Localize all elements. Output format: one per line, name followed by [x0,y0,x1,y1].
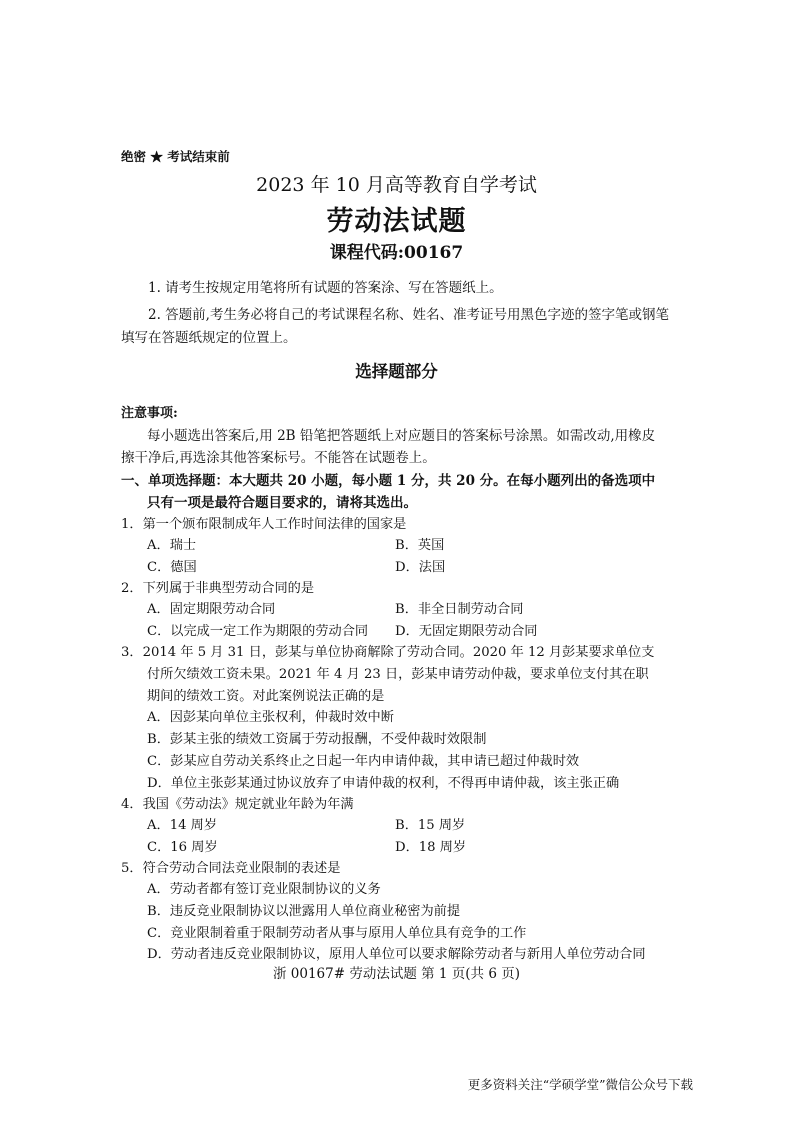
question-5-stem: 5．符合劳动合同法竞业限制的表述是 [121,861,341,876]
promo-note: 更多资料关注“学硕学堂”微信公众号下载 [467,1077,693,1092]
question-2-option-d: D．无固定期限劳动合同 [395,624,538,639]
question-3-stem: 3．2014 年 5 月 31 日，彭某与单位协商解除了劳动合同。2020 年 12 月彭某要求单位支 [121,645,655,660]
question-4-option-a: A．14 周岁 [147,818,218,833]
question-1-option-a: A．瑞士 [147,538,197,553]
subject-title: 劳动法试题 [326,206,467,237]
instruction-2-cont: 填写在答题纸规定的位置上。 [121,330,297,346]
question-3-option-c: C．彭某应自劳动关系终止之日起一年内申请仲裁，其申请已超过仲裁时效 [147,754,580,769]
question-1-option-c: C．德国 [147,560,197,575]
question-3-stem: 期间的绩效工资。对此案例说法正确的是 [147,689,385,704]
confidential-label: 绝密 ★ 考试结束前 [121,149,230,164]
section-title: 选择题部分 [355,362,438,381]
question-2-stem: 2．下列属于非典型劳动合同的是 [121,581,315,596]
question-3-option-b: B．彭某主张的绩效工资属于劳动报酬，不受仲裁时效限制 [147,732,487,747]
question-3-option-a: A．因彭某向单位主张权利，仲裁时效中断 [147,710,394,725]
notice-line: 擦干净后,再选涂其他答案标号。不能答在试题卷上。 [121,450,436,466]
part-one-heading-cont: 只有一项是最符合题目要求的，请将其选出。 [147,495,417,511]
question-1-option-b: B．英国 [395,538,445,553]
question-4-option-d: D．18 周岁 [395,840,467,855]
question-2-option-c: C．以完成一定工作为期限的劳动合同 [147,624,369,639]
question-1-option-d: D．法国 [395,560,446,575]
question-4-option-c: C．16 周岁 [147,840,218,855]
question-1-stem: 1．第一个颁布限制成年人工作时间法律的国家是 [121,517,407,532]
question-5-option-a: A．劳动者都有签订竞业限制协议的义务 [147,882,381,897]
instruction-1: 1. 请考生按规定用笔将所有试题的答案涂、写在答题纸上。 [148,280,503,296]
exam-title: 2023 年 10 月高等教育自学考试 [256,174,537,196]
page-footer: 浙 00167# 劳动法试题 第 1 页(共 6 页) [272,966,520,982]
question-4-stem: 4．我国《劳动法》规定就业年龄为年满 [121,797,354,812]
question-2-option-a: A．固定期限劳动合同 [147,602,276,617]
question-5-option-d: D．劳动者违反竞业限制协议，原用人单位可以要求解除劳动者与新用人单位劳动合同 [147,947,646,962]
question-3-option-d: D．单位主张彭某通过协议放弃了申请仲裁的权利，不得再申请仲裁，该主张正确 [147,776,620,791]
question-3-stem: 付所欠绩效工资未果。2021 年 4 月 23 日，彭某申请劳动仲裁，要求单位支付其在职 [147,667,649,682]
question-4-option-b: B．15 周岁 [395,818,466,833]
part-one-heading: 一、单项选择题：本大题共 20 小题，每小题 1 分，共 20 分。在每小题列出的备选项中 [121,473,656,489]
instruction-2: 2. 答题前,考生务必将自己的考试课程名称、姓名、准考证号用黑色字迹的签字笔或钢笔 [148,307,669,323]
question-5-option-c: C．竞业限制着重于限制劳动者从事与原用人单位具有竞争的工作 [147,926,527,941]
notice-line: 每小题选出答案后,用 2B 铅笔把答题纸上对应题目的答案标号涂黑。如需改动,用橡皮 [147,428,656,444]
question-2-option-b: B．非全日制劳动合同 [395,602,524,617]
course-code: 课程代码:00167 [329,243,464,263]
notice-label: 注意事项: [121,406,178,421]
question-5-option-b: B．违反竞业限制协议以泄露用人单位商业秘密为前提 [147,904,461,919]
